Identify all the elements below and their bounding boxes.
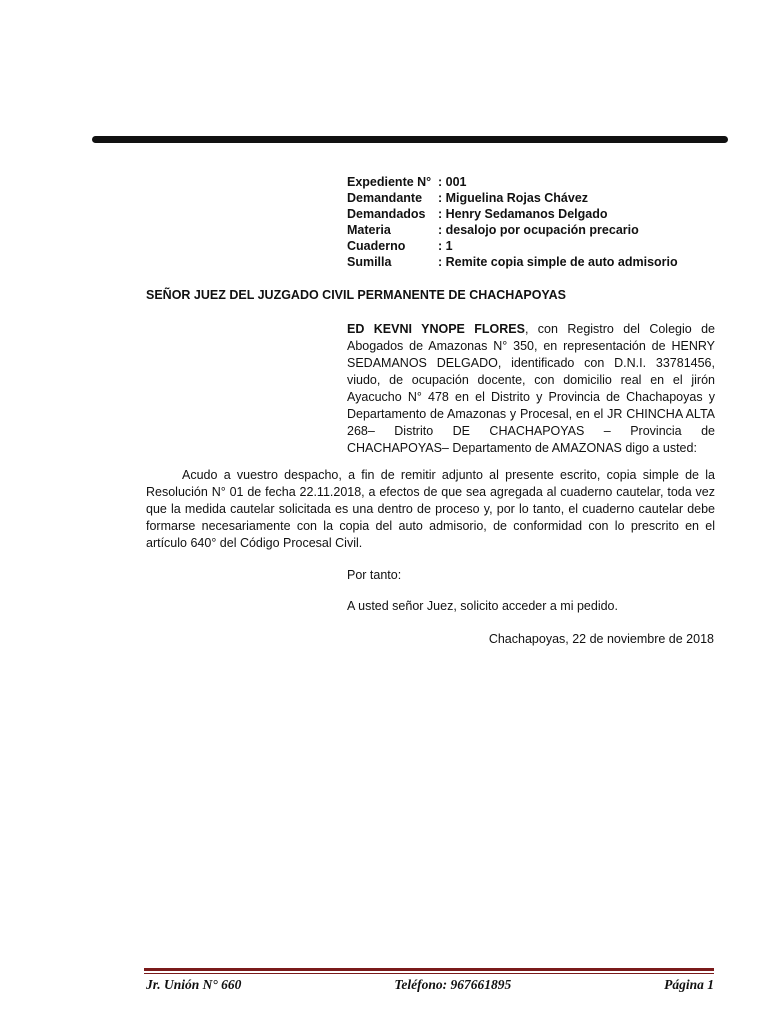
body-paragraph: Acudo a vuestro despacho, a fin de remitir adjunto al presente escrito, copia simple de la Resolución N° 01 de fecha 22.11.2018, a efectos de que sea agregada al cuaderno cautelar, toda vez que la medida cautelar solicitada es una dentro de proceso y, por lo tanto, el cuaderno cautelar debe formarse necesariamente con la copia del auto admisorio, de conformidad con lo prescrito en el artículo 640° del Código Procesal Civil. bbox=[146, 468, 715, 550]
footer-page-number: Página 1 bbox=[664, 977, 714, 992]
footer-address: Jr. Unión N° 660 bbox=[146, 977, 242, 992]
case-header bbox=[347, 174, 727, 270]
header-row-materia bbox=[347, 222, 727, 238]
header-value: : Henry Sedamanos Delgado bbox=[438, 206, 608, 222]
top-rule bbox=[92, 136, 728, 143]
header-label: Demandados bbox=[347, 207, 426, 221]
intro-text: , con Registro del Colegio de Abogados de Amazonas N° 350, en representación de HENRY SEDAMANOS DELGADO, identificado con D.N.I. 33781456, viudo, de ocupación docente, con domicilio real en el jirón Ayacucho N° 478 en el Distrito y Provincia de Chachapoyas y Departamento de Amazonas y Procesal, en el JR CHINCHA ALTA 268– Distrito DE CHACHAPOYAS – Provincia de CHACHAPOYAS– Departamento de AMAZONAS digo a usted: bbox=[347, 322, 716, 455]
header-label: Materia bbox=[347, 223, 391, 237]
page-footer bbox=[146, 977, 714, 993]
lawyer-name: ED KEVNI YNOPE FLORES bbox=[347, 322, 525, 336]
header-row-sumilla bbox=[347, 254, 727, 270]
header-value: : Remite copia simple de auto admisorio bbox=[438, 254, 678, 270]
header-row-expediente bbox=[347, 174, 727, 190]
addressee-line: SEÑOR JUEZ DEL JUZGADO CIVIL PERMANENTE DE CHACHAPOYAS bbox=[146, 288, 566, 302]
header-row-demandados bbox=[347, 206, 727, 222]
date-line: Chachapoyas, 22 de noviembre de 2018 bbox=[488, 632, 714, 646]
footer-phone: Teléfono: 967661895 bbox=[394, 977, 512, 992]
request-line: A usted señor Juez, solicito acceder a mi pedido. bbox=[347, 599, 618, 613]
header-value: : Miguelina Rojas Chávez bbox=[438, 190, 588, 206]
header-value: : desalojo por ocupación precario bbox=[438, 222, 639, 238]
footer-rule bbox=[144, 968, 714, 971]
header-row-demandante bbox=[347, 190, 727, 206]
header-label: Demandante bbox=[347, 191, 423, 205]
header-label: Sumilla bbox=[347, 255, 392, 269]
header-value: : 1 bbox=[438, 238, 453, 254]
header-label: Expediente N° bbox=[347, 175, 432, 189]
header-row-cuaderno bbox=[347, 238, 727, 254]
por-tanto-line: Por tanto: bbox=[347, 568, 402, 582]
header-value: : 001 bbox=[438, 174, 467, 190]
header-label: Cuaderno bbox=[347, 239, 406, 253]
intro-paragraph bbox=[347, 321, 715, 457]
footer-rule-thin bbox=[144, 973, 714, 974]
